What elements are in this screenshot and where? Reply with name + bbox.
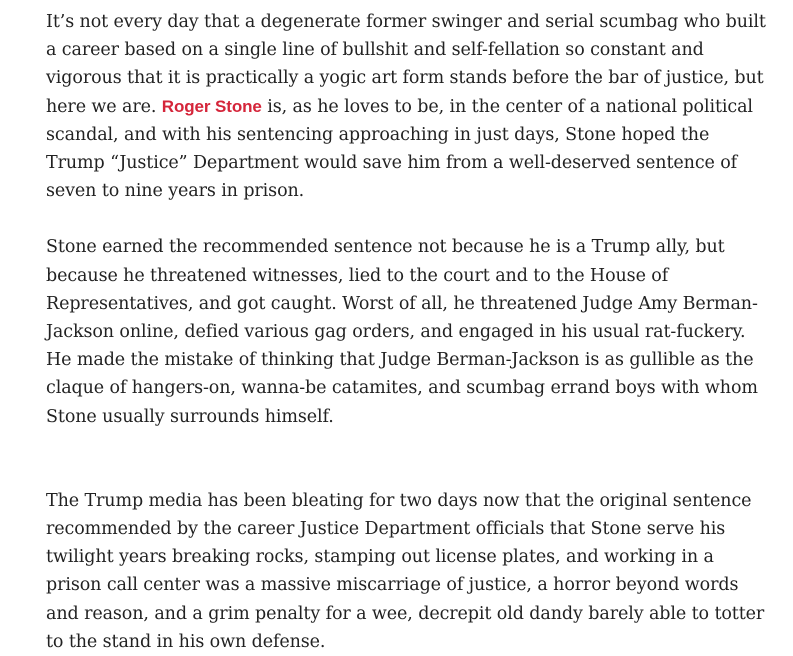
paragraph-3: The Trump media has been bleating for two days now that the original sentence recommended by the career Justice Department officials that Stone serve his twilight years breaking rocks, stamping out license plates, and working in a prison call center was a massive miscarriage of justice, a horror beyond words and reason, and a grim penalty for a wee, decrepit old dandy barely able to totter to the stand in his own defense. [46, 490, 765, 652]
article-body [46, 8, 766, 656]
paragraph-1-text-after: is, as he loves to be, in the center of a national political scandal, and with his sentencing approaching in just days, Stone hoped the Trump “Justice” Department would save him from a well-deserved sentence of seven to nine years in prison. [46, 96, 753, 202]
paragraph-1-text-before: It’s not every day that a degenerate former swinger and serial scumbag who built a career based on a single line of bullshit and self-fellation so constant and vigorous that it is practically a yogic art form stands before the bar of justice, but here we are. [46, 12, 766, 117]
roger-stone-link[interactable]: Roger Stone [161, 96, 262, 116]
paragraph-1 [46, 8, 766, 205]
paragraph-2: Stone earned the recommended sentence not because he is a Trump ally, but because he threatened witnesses, lied to the court and to the House of Representatives, and got caught. Worst of all, he threatened Judge Amy Berman-Jackson online, defied various gag orders, and engaged in his usual rat-fuckery. He made the mistake of thinking that Judge Berman-Jackson is as gullible as the claque of hangers-on, wanna-be catamites, and scumbag errand boys with whom Stone usually surrounds himself. [46, 237, 758, 427]
